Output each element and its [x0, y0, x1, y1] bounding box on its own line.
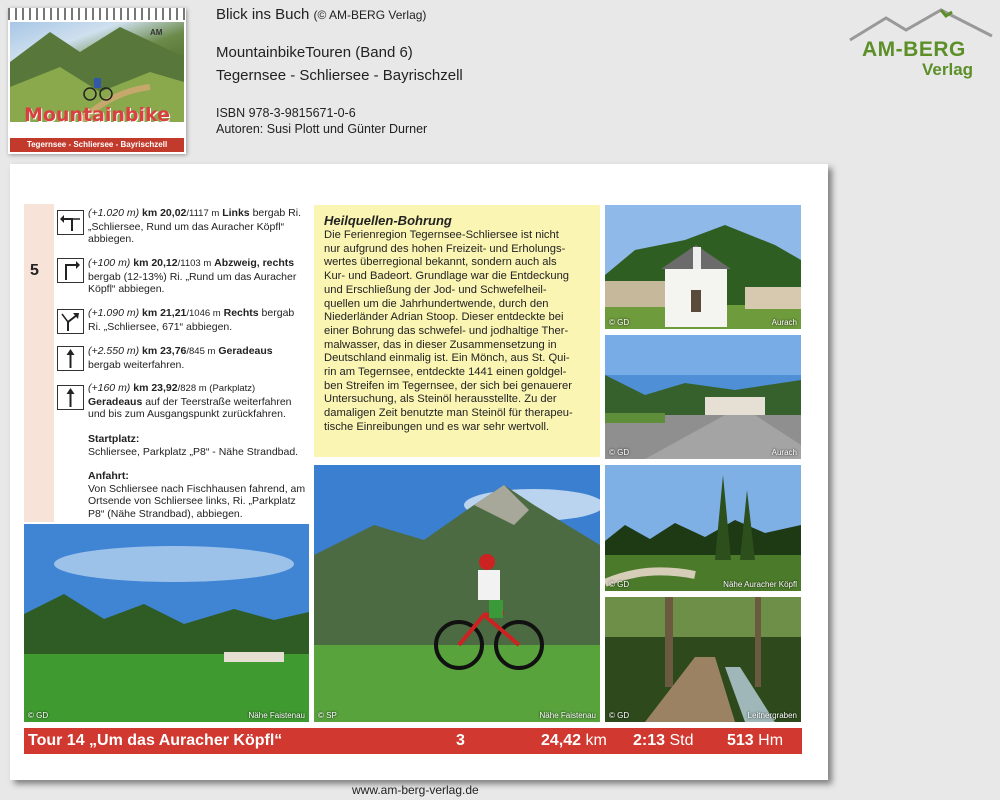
photo-road-aurach [605, 335, 801, 459]
photo-caption: Nähe Auracher Köpfl [723, 580, 797, 589]
bear-right-icon [57, 309, 84, 334]
info-box-title: Heilquellen-Bohrung [324, 213, 452, 228]
straight-icon [57, 385, 84, 410]
tour-elevation: 513 Hm [727, 732, 784, 749]
publisher-logo-name: AM-BERG [862, 38, 966, 61]
tour-distance: 24,42 km [541, 732, 607, 749]
photo-meadow-faistenau [24, 524, 309, 722]
start-info: Startplatz: Schliersee, Parkplatz „P8“ - Nähe Strandbad. [88, 433, 299, 458]
photo-credit: © GD [609, 318, 630, 327]
photo-caption: Aurach [771, 318, 797, 327]
photo-caption: Nähe Faistenau [248, 711, 305, 720]
photo-chapel-aurach [605, 205, 801, 329]
header-line1: Blick ins Buch (© AM-BERG Verlag) [216, 6, 427, 23]
tour-name: Tour 14 „Um das Auracher Köpfl“ [28, 732, 283, 749]
photo-credit: © GD [28, 711, 49, 720]
header-authors: Autoren: Susi Plott und Günter Durner [216, 122, 428, 136]
header-region: Tegernsee - Schliersee - Bayrischzell [216, 67, 463, 84]
step-3: (+1.090 m) km 21,21/1046 m Rechts bergab Ri. „Schliersee, 671“ abbiegen. [88, 307, 295, 333]
photo-caption: Nähe Faistenau [539, 711, 596, 720]
step-1: (+1.020 m) km 20,02/1117 m Links bergab Ri. „Schliersee, Rund um das Auracher Köpfl“ abbiegen. [88, 207, 302, 246]
photo-credit: © GD [609, 448, 630, 457]
cover-logo: AM [150, 28, 163, 37]
straight-icon [57, 346, 84, 371]
step-sidebar [24, 204, 54, 522]
photo-leitnergraben [605, 597, 801, 722]
photo-caption: Aurach [771, 448, 797, 457]
photo-credit: © GD [609, 711, 630, 720]
cover-spiral-binding [8, 8, 186, 20]
publisher-logo-subtitle: Verlag [922, 60, 974, 79]
step-5: (+160 m) km 23,92/828 m (Parkplatz) Geradeaus auf der Teerstraße weiterfahren und bis zum Ausgangspunkt zurückfahren. [88, 382, 292, 421]
photo-forest-road [605, 465, 801, 591]
header-isbn: ISBN 978-3-9815671-0-6 [216, 106, 356, 120]
photo-caption: Leitnergraben [747, 711, 797, 720]
step-4: (+2.550 m) km 23,76/845 m Geradeaus bergab weiterfahren. [88, 345, 273, 371]
fork-right-icon [57, 258, 84, 283]
step-number: 5 [30, 262, 39, 279]
tour-time: 2:13 Std [633, 732, 694, 749]
footer-url: www.am-berg-verlag.de [352, 783, 479, 797]
turn-left-icon [57, 210, 84, 235]
photo-biker-faistenau [314, 465, 600, 722]
tour-difficulty: 3 [456, 732, 465, 749]
cover-title: Mountainbike [23, 104, 171, 126]
cover-subtitle: Touren [78, 125, 116, 137]
info-box-body: Die Ferienregion Tegernsee-Schliersee ist nicht nur aufgrund des hohen Freizeit- und Erholungs- wertes überregional bekannt, sondern auch als Kur- und Badeort. Grundlage war die Entdeckung und Erschließung der Jod- und Schwefelheil- quellen um die Jahrhundertwende, durch den Niederländer Adrian Stoop. Dieser entdeckte bei einer Bohrung das schwefel- und jodhaltige Ther- malwasser, das in dieser Zusammensetzung in Deutschland einmalig ist. Ein Mönch, aus St. Qui- rin am Tegernsee, entdeckte 1441 einen goldgel- ben Streifen im Tegernsee, der sich bei genauerer Untersuchung, als Steinöl herausstellte. Zu der damaligen Zeit benutzte man Steinöl für therapeu- tische Einreibungen und es war sehr wertvoll. [324, 229, 573, 433]
cover-band: Tegernsee - Schliersee - Bayrischzell [10, 138, 184, 152]
step-2: (+100 m) km 20,12/1103 m Abzweig, rechts bergab (12-13%) Ri. „Rund um das Auracher Köpfl“ abbiegen. [88, 257, 297, 296]
photo-credit: © GD [609, 580, 630, 589]
tour-summary-bar [24, 728, 802, 754]
approach-info: Anfahrt: Von Schliersee nach Fischhausen fahrend, am Ortsende von Schliersee links, Ri. „Parkplatz P8“ (Nähe Strandbad), abbiegen. [88, 470, 306, 520]
photo-credit: © SP [318, 711, 337, 720]
header-series: MountainbikeTouren (Band 6) [216, 44, 413, 61]
